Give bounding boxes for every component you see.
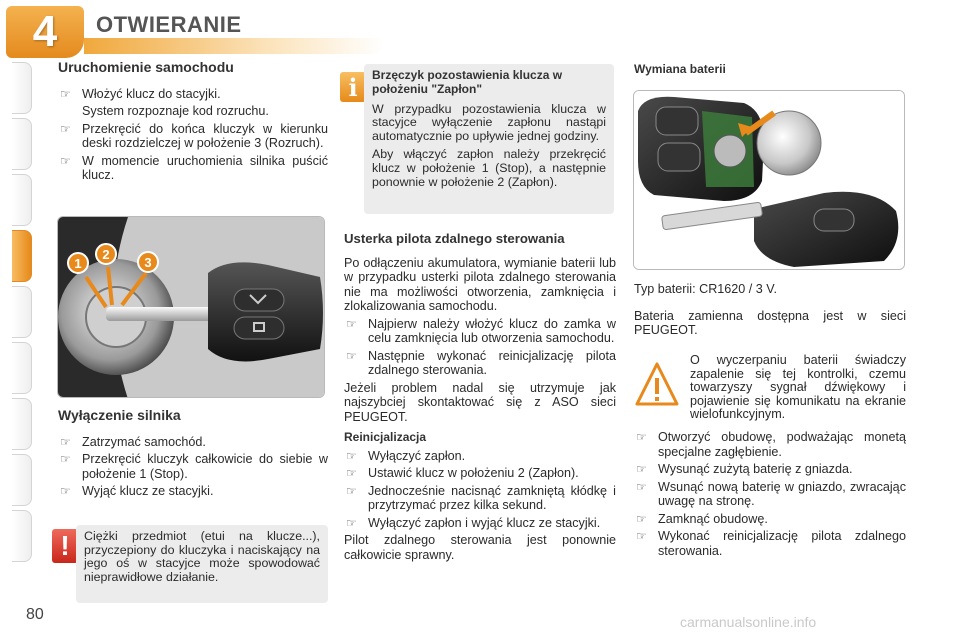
info-note	[364, 64, 614, 214]
list-item: ☞ Jednocześnie nacisnąć zamkniętą kłódkę i przytrzymać przez kilka sekund.	[344, 484, 616, 513]
watermark: carmanualsonline.info	[680, 614, 817, 630]
chapter-number: 4	[32, 7, 58, 56]
battery-service: Bateria zamienna dostępna jest w sieci PEUGEOT.	[634, 308, 906, 337]
list-item: ☞ Wyjąć klucz ze stacyjki.	[58, 484, 328, 499]
ignition-key-figure	[57, 216, 325, 398]
battery-type: Typ baterii: CR1620 / 3 V.	[634, 282, 778, 296]
page-title: OTWIERANIE	[96, 12, 242, 37]
column-middle	[344, 232, 616, 562]
chapter-side-tabs	[0, 62, 34, 582]
list-item: ☞ Ustawić klucz w położeniu 2 (Zapłon).	[344, 466, 616, 481]
list-item: System rozpoznaje kod rozruchu.	[82, 104, 269, 118]
list-item: ☞ Przekręcić kluczyk całkowicie do siebie w położenie 1 (Stop).	[58, 452, 328, 481]
figure-label-3: 3	[144, 255, 152, 270]
side-tab-4-active[interactable]	[12, 230, 32, 282]
warning-note	[76, 525, 328, 603]
header-decoration	[84, 38, 384, 54]
column-left	[58, 60, 328, 186]
figure-label-2: 2	[102, 247, 110, 262]
list-item: ☞ Wsunąć nową baterię w gniazdo, zwracając uwagę na stronę.	[634, 480, 906, 509]
side-tab-2[interactable]	[12, 118, 32, 170]
battery-steps-section	[634, 430, 906, 561]
side-tab-1[interactable]	[12, 62, 32, 114]
battery-section-title: Wymiana baterii	[634, 62, 726, 76]
side-tab-5[interactable]	[12, 286, 32, 338]
battery-info	[634, 282, 906, 338]
list-item: ☞ Wyłączyć zapłon.	[344, 449, 616, 464]
list-item: ☞ Wykonać reinicjalizację pilota zdalnego sterowania.	[634, 529, 906, 558]
section-title-start-engine: Uruchomienie samochodu	[58, 59, 234, 75]
info-title: Brzęczyk pozostawienia klucza w położeniu "Zapłon"	[372, 68, 563, 96]
reinit-result: Pilot zdalnego sterowania jest ponownie całkowicie sprawny.	[344, 533, 616, 562]
list-item: ☞ Włożyć klucz do stacyjki.	[58, 87, 328, 102]
list-item: ☞ Zatrzymać samochód.	[58, 435, 328, 450]
warning-text: Ciężki przedmiot (etui na klucze...), przyczepiony do kluczyka i naciskający na jego oś w stacyjce może spowodować nieprawidłowe działanie.	[84, 529, 320, 584]
list-item: ☞ Otworzyć obudowę, podważając monetą specjalne zagłębienie.	[634, 430, 906, 459]
remote-fault-steps	[344, 317, 616, 378]
battery-caution	[690, 354, 906, 422]
column-right-title	[634, 62, 906, 77]
exclamation-icon: !	[52, 529, 78, 563]
side-tab-8[interactable]	[12, 454, 32, 506]
start-engine-steps	[58, 87, 328, 183]
remote-battery-figure	[633, 90, 905, 270]
remote-battery-illustration	[634, 91, 905, 270]
ignition-key-illustration	[58, 217, 325, 398]
reinit-title: Reinicjalizacja	[344, 430, 427, 444]
side-tab-9[interactable]	[12, 510, 32, 562]
page-number: 80	[26, 606, 44, 623]
list-item: ☞ Wyłączyć zapłon i wyjąć klucz ze stacyjki.	[344, 516, 616, 531]
info-paragraph-1: W przypadku pozostawienia klucza w stacyjce wyłączenie zapłonu nastąpi automatycznie po upływie jednej godziny.	[372, 101, 606, 144]
list-item: ☞ Zamknąć obudowę.	[634, 512, 906, 527]
list-item: ☞ Wysunąć zużytą baterię z gniazda.	[634, 462, 906, 477]
section-title-stop-engine: Wyłączenie silnika	[58, 407, 181, 423]
battery-steps	[634, 430, 906, 558]
figure-label-1: 1	[74, 256, 82, 271]
list-item: ☞ Następnie wykonać reinicjalizację pilota zdalnego sterowania.	[344, 349, 616, 378]
battery-caution-text: O wyczerpaniu baterii świadczy zapalenie się tej kontrolki, czemu towarzyszy sygnał dźwiękowy i pojawienie się komunikatu na ekranie wielofunkcyjnym.	[690, 353, 906, 422]
info-icon: i	[340, 72, 366, 102]
stop-engine-section	[58, 408, 328, 502]
remote-fault-paragraph-1: Po odłączeniu akumulatora, wymianie baterii lub w przypadku usterki pilota zdalnego sterowania nie ma możliwości otworzenia, zamknięcia i zlokalizowania samochodu.	[344, 255, 616, 313]
list-item: ☞ Przekręcić do końca kluczyk w kierunku deski rozdzielczej w położenie 3 (Rozruch).	[58, 122, 328, 151]
remote-fault-paragraph-2: Jeżeli problem nadal się utrzymuje jak najszybciej skontaktować się z ASO sieci PEUGEOT.	[344, 380, 616, 424]
reinit-steps	[344, 449, 616, 531]
side-tab-3[interactable]	[12, 174, 32, 226]
side-tab-6[interactable]	[12, 342, 32, 394]
side-tab-7[interactable]	[12, 398, 32, 450]
stop-engine-steps	[58, 435, 328, 499]
warning-triangle-icon	[634, 360, 680, 410]
info-paragraph-2: Aby włączyć zapłon należy przekręcić klucz w położenie 1 (Stop), a następnie ponownie w położenie 2 (Zapłon).	[372, 146, 606, 189]
list-item: ☞ Najpierw należy włożyć klucz do zamka w celu zamknięcia lub otworzenia samochodu.	[344, 317, 616, 346]
section-title-remote-fault: Usterka pilota zdalnego sterowania	[344, 231, 565, 246]
list-item: ☞ W momencie uruchomienia silnika puścić klucz.	[58, 154, 328, 183]
chapter-tab	[6, 6, 84, 58]
